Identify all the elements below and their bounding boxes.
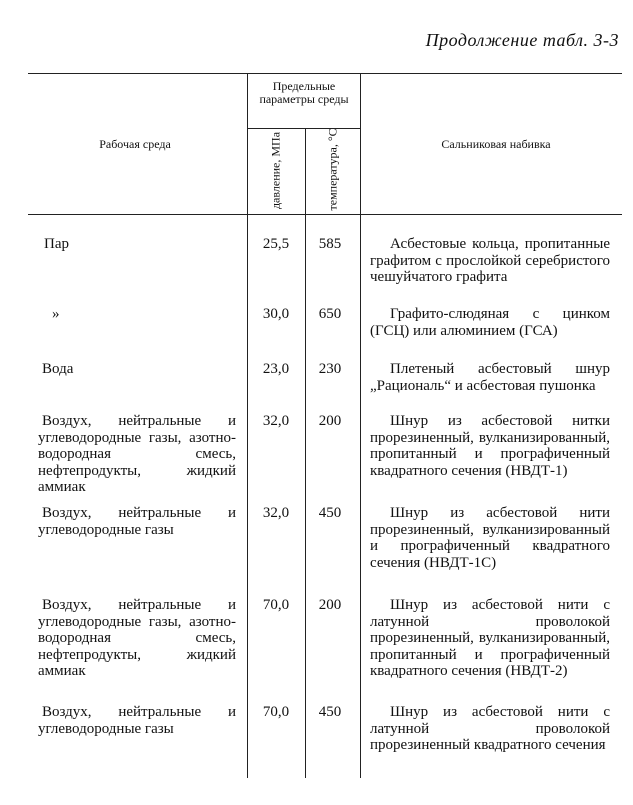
table-top-rule [28, 73, 622, 74]
header-medium: Рабочая среда [99, 137, 171, 151]
medium-cell: Вода [42, 361, 74, 377]
pressure-cell: 30,0 [262, 306, 290, 322]
medium-cell: Воздух, нейтральные и углеводородные газы [38, 704, 236, 737]
temperature-cell: 450 [318, 704, 342, 720]
pressure-cell: 25,5 [262, 236, 290, 252]
header-bottom-rule [28, 214, 622, 215]
temperature-cell: 200 [318, 413, 342, 429]
packing-cell: Плетеный асбестовый шнур „Рациональ“ и асбестовая пушонка [370, 361, 610, 394]
continuation-title: Продолжение табл. 3-3 [425, 30, 619, 50]
temperature-cell: 585 [318, 236, 342, 252]
medium-cell: Воздух, нейтральные и углеводородные газы [38, 505, 236, 538]
pressure-cell: 32,0 [262, 505, 290, 521]
pressure-cell: 70,0 [262, 597, 290, 613]
pressure-cell: 70,0 [262, 704, 290, 720]
packing-cell: Шнур из асбестовой нити с латунной проволокой прорезиненный, вулканизированный, пропитанный и прографиченный квадратного сечения (НВДТ-2) [370, 597, 610, 679]
header-limits: Предельные параметры среды [259, 79, 349, 106]
pressure-cell: 32,0 [262, 413, 290, 429]
packing-cell: Шнур из асбестовой нити прорезиненный, вулканизированный и прографиченный квадратного сечения (НВДТ-1С) [370, 505, 610, 571]
medium-cell: » [52, 306, 60, 322]
packing-cell: Графито-слюдяная с цинком (ГСЦ) или алюминием (ГСА) [370, 306, 610, 339]
header-packing: Сальниковая набивка [441, 137, 551, 151]
packing-cell: Асбестовые кольца, пропитанные графитом с прослойкой серебристого чешуйчатого графита [370, 236, 610, 285]
column-divider-temperature [360, 73, 361, 778]
medium-cell: Воздух, нейтральные и углеводородные газы, азотно-водородная смесь, нефтепродукты, жидкий аммиак [38, 413, 236, 495]
header-temperature: температура, °С [325, 128, 340, 211]
packing-cell: Шнур из асбестовой нитки прорезиненный, вулканизированный, пропитанный и прографиченный квадратного сечения (НВДТ-1) [370, 413, 610, 479]
medium-cell: Воздух, нейтральные и углеводородные газы, азотно-водородная смесь, нефтепродукты, жидкий аммиак [38, 597, 236, 679]
pressure-cell: 23,0 [262, 361, 290, 377]
temperature-cell: 230 [318, 361, 342, 377]
limits-header-rule [247, 128, 360, 129]
header-pressure: давление, МПа [268, 131, 283, 210]
temperature-cell: 200 [318, 597, 342, 613]
temperature-cell: 650 [318, 306, 342, 322]
medium-cell: Пар [44, 236, 69, 252]
packing-cell: Шнур из асбестовой нити с латунной проволокой прорезиненный квадратного сечения [370, 704, 610, 753]
column-divider-pressure [305, 128, 306, 778]
temperature-cell: 450 [318, 505, 342, 521]
